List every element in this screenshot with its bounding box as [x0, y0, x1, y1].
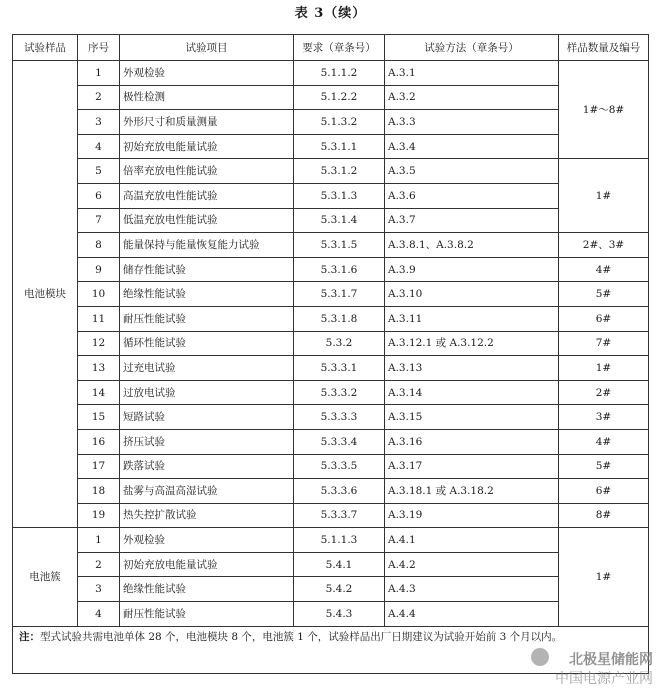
table-row	[13, 110, 649, 135]
header-cell: 序号	[78, 35, 120, 61]
header-cell: 试验方法（章条号）	[385, 35, 559, 61]
requirement-cell: 5.3.3.4	[294, 429, 385, 454]
table-row	[13, 405, 649, 430]
item-cell: 跌落试验	[120, 454, 294, 479]
requirement-cell: 5.3.1.2	[294, 159, 385, 184]
item-cell: 低温充放电性能试验	[120, 208, 294, 233]
seq-cell: 8	[78, 233, 120, 258]
seq-cell: 13	[78, 356, 120, 381]
seq-cell: 2	[78, 552, 120, 577]
item-cell: 热失控扩散试验	[120, 503, 294, 528]
sample-qty-cell: 2#、3#	[559, 233, 649, 258]
sample-qty-cell: 6#	[559, 306, 649, 331]
method-cell: A.3.11	[385, 306, 559, 331]
requirement-cell: 5.4.1	[294, 552, 385, 577]
item-cell: 初始充放电能量试验	[120, 134, 294, 159]
item-cell: 挤压试验	[120, 429, 294, 454]
item-cell: 储存性能试验	[120, 257, 294, 282]
seq-cell: 4	[78, 134, 120, 159]
seq-cell: 7	[78, 208, 120, 233]
sample-qty-cell: 6#	[559, 479, 649, 504]
header-cell: 试验样品	[13, 35, 78, 61]
table-row	[13, 282, 649, 307]
item-cell: 循环性能试验	[120, 331, 294, 356]
table-row	[13, 208, 649, 233]
method-cell: A.4.4	[385, 602, 559, 627]
sample-qty-cell: 1#	[559, 356, 649, 381]
table-row	[13, 602, 649, 627]
seq-cell: 3	[78, 577, 120, 602]
requirement-cell: 5.3.3.1	[294, 356, 385, 381]
seq-cell: 11	[78, 306, 120, 331]
table-row	[13, 528, 649, 553]
seq-cell: 3	[78, 110, 120, 135]
item-cell: 高温充放电性能试验	[120, 183, 294, 208]
header-row	[13, 35, 649, 61]
table-row	[13, 380, 649, 405]
item-cell: 过充电试验	[120, 356, 294, 381]
sample-qty-cell: 5#	[559, 454, 649, 479]
item-cell: 绝缘性能试验	[120, 577, 294, 602]
table-row	[13, 454, 649, 479]
item-cell: 短路试验	[120, 405, 294, 430]
note-text: 型式试验共需电池单体 28 个，电池模块 8 个，电池簇 1 个，试验样品出厂日期建议为试验开始前 3 个月以内。	[40, 630, 563, 643]
requirement-cell: 5.3.3.6	[294, 479, 385, 504]
seq-cell: 4	[78, 602, 120, 627]
sample-qty-cell: 4#	[559, 429, 649, 454]
table-row	[13, 479, 649, 504]
seq-cell: 18	[78, 479, 120, 504]
header-cell: 要求（章条号）	[294, 35, 385, 61]
sample-qty-cell: 1#～8#	[559, 61, 649, 159]
requirement-cell: 5.3.3.7	[294, 503, 385, 528]
sample-qty-cell: 5#	[559, 282, 649, 307]
method-cell: A.3.1	[385, 61, 559, 86]
seq-cell: 12	[78, 331, 120, 356]
requirement-cell: 5.3.2	[294, 331, 385, 356]
requirement-cell: 5.3.1.4	[294, 208, 385, 233]
requirement-cell: 5.3.1.7	[294, 282, 385, 307]
item-cell: 外观检验	[120, 528, 294, 553]
method-cell: A.3.16	[385, 429, 559, 454]
item-cell: 盐雾与高温高湿试验	[120, 479, 294, 504]
requirement-cell: 5.1.2.2	[294, 85, 385, 110]
method-cell: A.3.8.1、A.3.8.2	[385, 233, 559, 258]
requirement-cell: 5.3.1.8	[294, 306, 385, 331]
seq-cell: 2	[78, 85, 120, 110]
requirement-cell: 5.1.3.2	[294, 110, 385, 135]
note-row	[13, 626, 649, 673]
table-row	[13, 503, 649, 528]
seq-cell: 19	[78, 503, 120, 528]
table-body	[13, 61, 649, 627]
sample-qty-cell: 1#	[559, 528, 649, 626]
method-cell: A.3.10	[385, 282, 559, 307]
seq-cell: 1	[78, 528, 120, 553]
method-cell: A.3.6	[385, 183, 559, 208]
item-cell: 耐压性能试验	[120, 306, 294, 331]
sample-qty-cell: 7#	[559, 331, 649, 356]
item-cell: 绝缘性能试验	[120, 282, 294, 307]
table-row	[13, 159, 649, 184]
method-cell: A.3.13	[385, 356, 559, 381]
item-cell: 过放电试验	[120, 380, 294, 405]
method-cell: A.3.17	[385, 454, 559, 479]
method-cell: A.3.9	[385, 257, 559, 282]
method-cell: A.3.12.1 或 A.3.12.2	[385, 331, 559, 356]
method-cell: A.4.2	[385, 552, 559, 577]
method-cell: A.3.19	[385, 503, 559, 528]
item-cell: 极性检测	[120, 85, 294, 110]
sample-qty-cell: 1#	[559, 159, 649, 233]
seq-cell: 17	[78, 454, 120, 479]
table-row	[13, 429, 649, 454]
table-row	[13, 183, 649, 208]
table-row	[13, 552, 649, 577]
method-cell: A.3.2	[385, 85, 559, 110]
table-row	[13, 331, 649, 356]
method-cell: A.3.4	[385, 134, 559, 159]
requirement-cell: 5.3.3.3	[294, 405, 385, 430]
table-row	[13, 306, 649, 331]
requirement-cell: 5.4.2	[294, 577, 385, 602]
seq-cell: 6	[78, 183, 120, 208]
seq-cell: 10	[78, 282, 120, 307]
test-table	[12, 34, 649, 674]
method-cell: A.3.14	[385, 380, 559, 405]
seq-cell: 14	[78, 380, 120, 405]
table-row	[13, 257, 649, 282]
note-label: 注：	[19, 630, 40, 643]
item-cell: 外形尺寸和质量测量	[120, 110, 294, 135]
seq-cell: 5	[78, 159, 120, 184]
method-cell: A.3.3	[385, 110, 559, 135]
item-cell: 外观检验	[120, 61, 294, 86]
method-cell: A.3.15	[385, 405, 559, 430]
requirement-cell: 5.3.1.1	[294, 134, 385, 159]
header-cell: 样品数量及编号	[559, 35, 649, 61]
item-cell: 初始充放电能量试验	[120, 552, 294, 577]
table-row	[13, 577, 649, 602]
requirement-cell: 5.3.1.5	[294, 233, 385, 258]
sample-qty-cell: 4#	[559, 257, 649, 282]
sample-qty-cell: 3#	[559, 405, 649, 430]
header-cell: 试验项目	[120, 35, 294, 61]
table-row	[13, 233, 649, 258]
note-cell	[13, 626, 649, 673]
watermark-logo-icon	[531, 648, 549, 666]
watermark-line1: 北极星储能网	[569, 652, 653, 668]
method-cell: A.4.3	[385, 577, 559, 602]
table-title: 表 3（续）	[294, 6, 367, 21]
requirement-cell: 5.3.3.5	[294, 454, 385, 479]
watermark-line2: 中国电源产业网	[555, 671, 653, 687]
method-cell: A.4.1	[385, 528, 559, 553]
table-row	[13, 61, 649, 86]
requirement-cell: 5.4.3	[294, 602, 385, 627]
requirement-cell: 5.3.1.3	[294, 183, 385, 208]
item-cell: 耐压性能试验	[120, 602, 294, 627]
seq-cell: 15	[78, 405, 120, 430]
seq-cell: 1	[78, 61, 120, 86]
table-row	[13, 134, 649, 159]
sample-qty-cell: 8#	[559, 503, 649, 528]
sample-group-cell: 电池簇	[13, 528, 78, 626]
item-cell: 能量保持与能量恢复能力试验	[120, 233, 294, 258]
requirement-cell: 5.1.1.2	[294, 61, 385, 86]
table-row	[13, 85, 649, 110]
seq-cell: 16	[78, 429, 120, 454]
requirement-cell: 5.3.1.6	[294, 257, 385, 282]
method-cell: A.3.5	[385, 159, 559, 184]
method-cell: A.3.7	[385, 208, 559, 233]
sample-group-cell: 电池模块	[13, 61, 78, 528]
requirement-cell: 5.1.1.3	[294, 528, 385, 553]
requirement-cell: 5.3.3.2	[294, 380, 385, 405]
table-row	[13, 356, 649, 381]
seq-cell: 9	[78, 257, 120, 282]
item-cell: 倍率充放电性能试验	[120, 159, 294, 184]
sample-qty-cell: 2#	[559, 380, 649, 405]
method-cell: A.3.18.1 或 A.3.18.2	[385, 479, 559, 504]
